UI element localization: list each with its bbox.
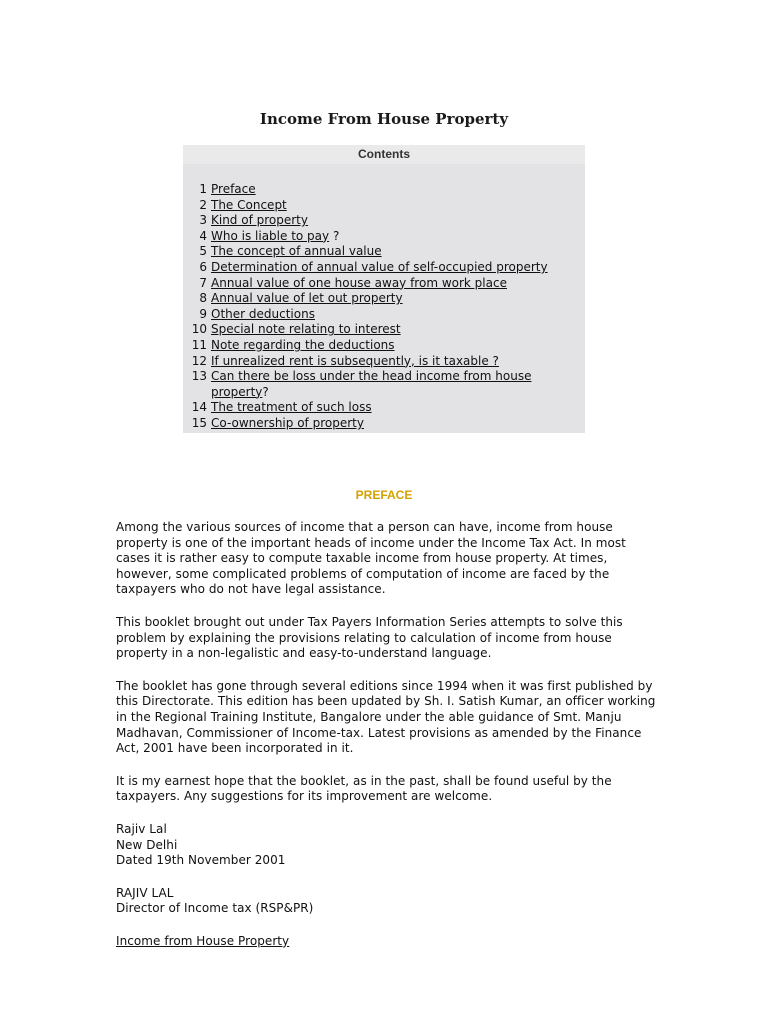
toc-link-annual-value-concept[interactable]: The concept of annual value: [211, 244, 382, 259]
preface-paragraph: Among the various sources of income that a person can have, income from house property is one of the important heads of income under the Income Tax Act. In most cases it is rather easy to compute taxable income from house property. At times, however, some complicated problems of computation of income are faced by the taxpayers who do not have legal assistance.: [116, 520, 626, 597]
page-title: Income From House Property: [259, 110, 509, 128]
list-item: [187, 291, 581, 307]
toc-link-co-ownership[interactable]: Co-ownership of property: [211, 415, 364, 430]
item-number: 11: [191, 337, 207, 352]
list-item: [187, 244, 581, 260]
toc-link-other-deductions[interactable]: Other deductions: [211, 306, 315, 321]
toc-link-loss-under-head[interactable]: Can there be loss under the head income from house property: [211, 369, 532, 399]
item-number: 5: [199, 244, 207, 259]
list-item: [187, 354, 581, 370]
toc-link-the-concept[interactable]: The Concept: [211, 197, 287, 212]
item-number: 12: [191, 353, 207, 368]
preface-heading: PREFACE: [355, 488, 413, 502]
item-number: 8: [199, 291, 207, 306]
preface-paragraph: The booklet has gone through several editions since 1994 when it was first published by this Directorate. This edition has been updated by Sh. I. Satish Kumar, an officer working in the Regional Training Institute, Bangalore under the able guidance of Smt. Manju Madhavan, Commissioner of Income-tax. Latest provisions as amended by the Finance Act, 2001 have been incorporated in it.: [116, 678, 656, 756]
item-number: 15: [191, 415, 207, 430]
list-item: [187, 213, 581, 229]
item-number: 6: [199, 259, 207, 274]
income-house-property-link[interactable]: Income from House Property: [116, 933, 290, 948]
list-item: [187, 260, 581, 276]
list-item: [187, 198, 581, 214]
signature-place: New Delhi: [116, 837, 178, 852]
list-item: [187, 322, 581, 338]
item-number: 10: [191, 322, 207, 337]
toc-link-deductions-note[interactable]: Note regarding the deductions: [211, 337, 395, 352]
item-number: 7: [199, 275, 207, 290]
toc-link-treatment-of-loss[interactable]: The treatment of such loss: [211, 400, 372, 415]
item-number: 4: [199, 228, 207, 243]
toc-link-interest-note[interactable]: Special note relating to interest: [211, 322, 401, 337]
toc-link-let-out[interactable]: Annual value of let out property: [211, 291, 403, 306]
item-number: 13: [191, 369, 207, 384]
item-suffix: ?: [329, 228, 340, 243]
list-item: [187, 338, 581, 354]
toc-link-kind-of-property[interactable]: Kind of property: [211, 213, 308, 228]
preface-paragraph: This booklet brought out under Tax Payers Information Series attempts to solve this problem by explaining the provisions relating to calculation of income from house property in a non-legalistic and easy-to-understand language.: [116, 614, 623, 661]
item-number: 3: [199, 213, 207, 228]
signature-name: Rajiv Lal: [116, 821, 167, 836]
item-number: 1: [199, 182, 207, 196]
signature-designation: Director of Income tax (RSP&PR): [116, 901, 314, 916]
preface-paragraph: It is my earnest hope that the booklet, as in the past, shall be found useful by the taxpayers. Any suggestions for its improvement are welcome.: [116, 773, 612, 804]
list-item: [187, 182, 581, 198]
contents-box: [183, 145, 585, 433]
preface-body: [116, 520, 661, 949]
list-item: [187, 369, 581, 400]
contents-header: Contents: [183, 145, 585, 164]
list-item: [187, 229, 581, 245]
item-suffix: ?: [262, 384, 269, 399]
toc-link-house-away[interactable]: Annual value of one house away from work place: [211, 275, 507, 290]
list-item: [187, 400, 581, 416]
toc-link-self-occupied[interactable]: Determination of annual value of self-occupied property: [211, 259, 548, 274]
item-number: 14: [191, 400, 207, 415]
item-number: 2: [199, 197, 207, 212]
list-item: [187, 276, 581, 292]
signature-name-caps: RAJIV LAL: [116, 885, 174, 900]
signature-date: Dated 19th November 2001: [116, 853, 286, 868]
list-item: [187, 416, 581, 432]
item-number: 9: [199, 306, 207, 321]
toc-link-unrealized-rent[interactable]: If unrealized rent is subsequently, is it taxable ?: [211, 353, 499, 368]
toc-link-preface[interactable]: Preface: [211, 182, 256, 196]
list-item: [187, 307, 581, 323]
toc-link-who-is-liable[interactable]: Who is liable to pay: [211, 228, 330, 243]
signature-block: [116, 822, 661, 869]
signature-block-designation: [116, 886, 661, 917]
contents-list: [187, 182, 581, 432]
